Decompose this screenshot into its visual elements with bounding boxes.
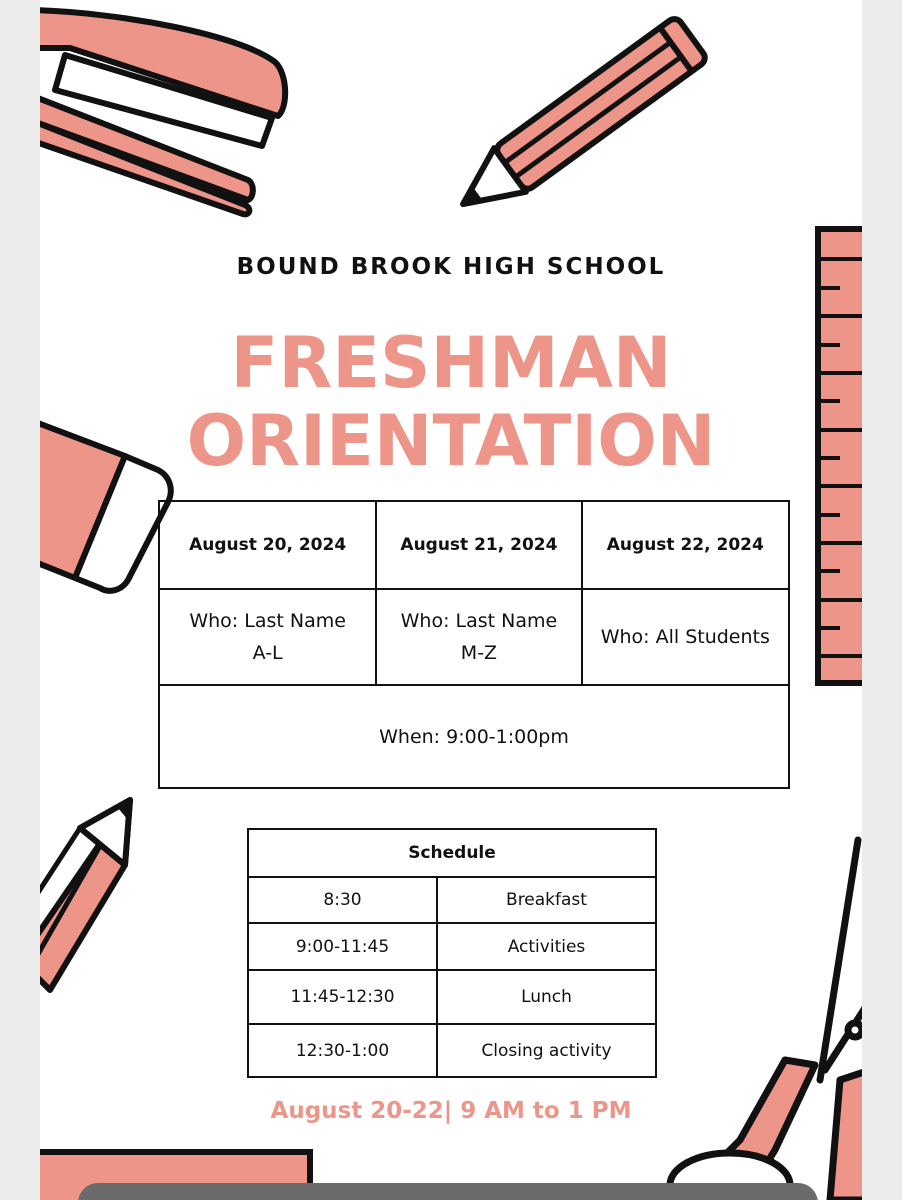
schedule-header-row <box>248 829 656 877</box>
who-line: A-L <box>252 642 283 664</box>
who-row <box>159 589 789 685</box>
date-cell: August 20, 2024 <box>159 501 376 589</box>
date-cell: August 22, 2024 <box>582 501 789 589</box>
when-row <box>159 685 789 788</box>
schedule-activity: Closing activity <box>437 1024 656 1077</box>
stapler-icon <box>40 10 285 214</box>
schedule-activity: Activities <box>437 923 656 970</box>
schedule-row <box>248 923 656 970</box>
schedule-time: 11:45-12:30 <box>248 970 437 1024</box>
schedule-time: 9:00-11:45 <box>248 923 437 970</box>
dates-table <box>158 500 790 789</box>
who-line: Who: Last Name <box>400 610 558 632</box>
who-cell <box>159 589 376 685</box>
school-name: BOUND BROOK HIGH SCHOOL <box>236 254 666 280</box>
schedule-row <box>248 1024 656 1077</box>
schedule-activity: Breakfast <box>437 877 656 923</box>
schedule-row <box>248 877 656 923</box>
schedule-row <box>248 970 656 1024</box>
who-line: Who: Last Name <box>189 610 346 632</box>
pencil-icon <box>447 16 708 226</box>
flyer-page <box>40 0 862 1200</box>
bottom-scroll-bar[interactable] <box>78 1183 818 1200</box>
schedule-table <box>247 828 657 1078</box>
who-cell: Who: All Students <box>582 589 789 685</box>
pencil-icon <box>40 800 130 990</box>
date-cell: August 21, 2024 <box>376 501 581 589</box>
schedule-time: 12:30-1:00 <box>248 1024 437 1077</box>
dates-header-row <box>159 501 789 589</box>
scissors-icon <box>670 840 862 1200</box>
footer-dates: August 20-22| 9 AM to 1 PM <box>270 1098 632 1124</box>
schedule-time: 8:30 <box>248 877 437 923</box>
when-cell: When: 9:00-1:00pm <box>159 685 789 788</box>
title-line-1: FRESHMAN <box>230 322 672 404</box>
title-line-2: ORIENTATION <box>186 400 716 482</box>
schedule-title: Schedule <box>248 829 656 877</box>
who-line: M-Z <box>460 642 498 664</box>
who-cell <box>376 589 581 685</box>
schedule-activity: Lunch <box>437 970 656 1024</box>
